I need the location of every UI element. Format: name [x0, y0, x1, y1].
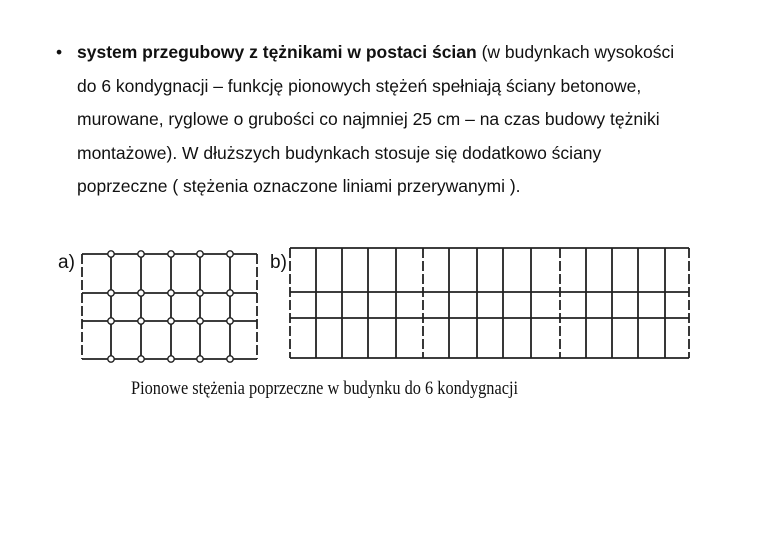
- hinge-joint: [227, 318, 233, 324]
- hinge-joint: [197, 290, 203, 296]
- diagram-a: [82, 251, 257, 362]
- hinge-joint: [197, 251, 203, 257]
- hinge-joint: [227, 290, 233, 296]
- text-line-4: montażowe). W dłuższych budynkach stosuje się dodatkowo ściany: [77, 142, 602, 163]
- diagram-b: [290, 248, 689, 358]
- figure-label-b: b): [270, 252, 287, 273]
- figure-caption: Pionowe stężenia poprzeczne w budynku do 6 kondygnacji: [131, 378, 519, 399]
- hinge-joint: [138, 318, 144, 324]
- hinge-joint: [108, 356, 114, 362]
- hinge-joint: [197, 318, 203, 324]
- text-line-2: do 6 kondygnacji – funkcję pionowych stężeń spełniają ściany betonowe,: [77, 75, 642, 96]
- hinge-joint: [108, 318, 114, 324]
- hinge-joint: [168, 251, 174, 257]
- hinge-joint: [227, 251, 233, 257]
- hinge-joint: [138, 290, 144, 296]
- hinge-joint: [168, 318, 174, 324]
- text-line-1-rest: (w budynkach wysokości: [476, 42, 675, 62]
- hinge-joint: [138, 356, 144, 362]
- text-line-5: poprzeczne ( stężenia oznaczone liniami przerywanymi ).: [77, 176, 521, 196]
- bullet-marker: •: [56, 42, 63, 62]
- hinge-joint: [197, 356, 203, 362]
- bold-term: system przegubowy z tężnikami w postaci ścian: [77, 42, 477, 62]
- hinge-joint: [168, 356, 174, 362]
- hinge-joint: [168, 290, 174, 296]
- hinge-joint: [108, 251, 114, 257]
- figure-label-a: a): [58, 252, 75, 273]
- text-line-3: murowane, ryglowe o grubości co najmniej 25 cm – na czas budowy tężniki: [77, 109, 660, 129]
- hinge-joint: [138, 251, 144, 257]
- hinge-joint: [108, 290, 114, 296]
- hinge-joint: [227, 356, 233, 362]
